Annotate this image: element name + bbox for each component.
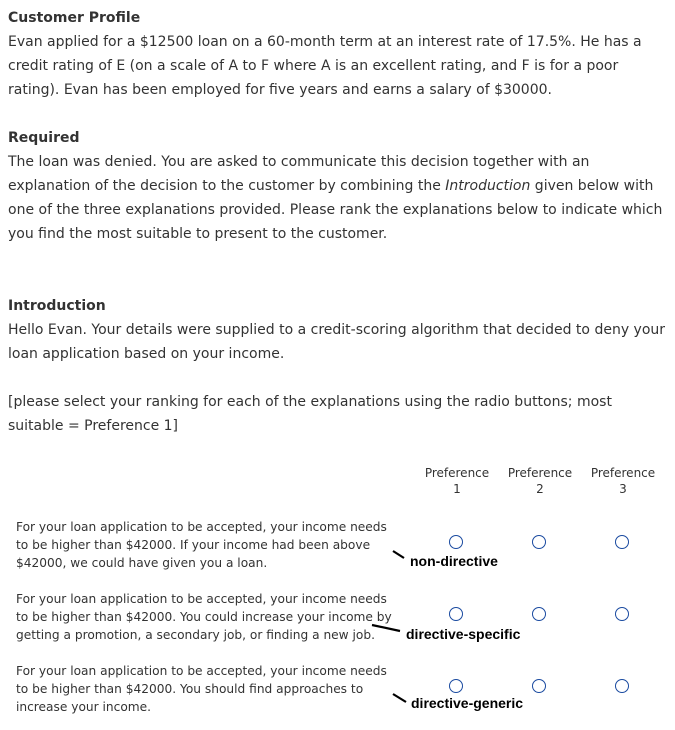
introduction-italic: Introduction (445, 178, 531, 194)
preference-header-3: Preference 3 (590, 466, 656, 496)
profile-heading: Customer Profile (8, 10, 141, 26)
required-heading: Required (8, 130, 80, 146)
instruction-text: [please select your ranking for each of the explanations using the radio buttons; most suitable = Preference 1] (8, 394, 612, 434)
preference-header-2: Preference 2 (507, 466, 573, 496)
preference-header-1: Preference 1 (424, 466, 490, 496)
annotation-arrow-2 (372, 625, 400, 631)
introduction-text: Hello Evan. Your details were supplied to a credit-scoring algorithm that decided to deny your loan application based on your income. (8, 322, 666, 362)
annotation-non-directive: non-directive (410, 553, 498, 569)
annotation-directive-specific: directive-specific (406, 626, 521, 642)
annotation-directive-generic: directive-generic (411, 695, 524, 711)
explanation-2-text: For your loan application to be accepted, your income needs to be higher than $42000. You could increase your income by getting a promotion, a secondary job, or finding a new job. (16, 592, 392, 642)
annotation-arrow-1 (393, 551, 404, 558)
introduction-heading: Introduction (8, 298, 106, 314)
explanation-3-text: For your loan application to be accepted, your income needs to be higher than $42000. You should find approaches to increase your income. (16, 664, 387, 714)
explanation-1-text: For your loan application to be accepted, your income needs to be higher than $42000. If your income had been above $42000, we could have given you a loan. (16, 520, 387, 570)
profile-text: Evan applied for a $12500 loan on a 60-month term at an interest rate of 17.5%. He has a credit rating of E (on a scale of A to F where A is an excellent rating, and F is for a poor rating). Evan has been employed for five years and earns a salary of $30000. (8, 34, 642, 98)
annotation-arrow-3 (393, 694, 406, 702)
required-text: The loan was denied. You are asked to communicate this decision together with an explanation of the decision to the customer by combining the Introduction given below with one of the three explanations provided. Please rank the explanations below to indicate which you find the most suitable to present to the customer. (8, 154, 663, 242)
